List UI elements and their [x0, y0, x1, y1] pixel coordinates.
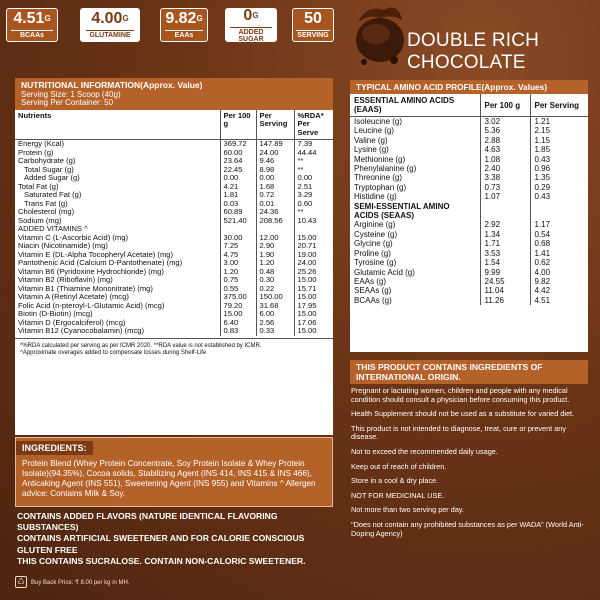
- amino-cell: 2.88: [480, 136, 530, 145]
- amino-row: [350, 268, 588, 277]
- nutrition-cell: Vitamin E (DL-Alpha Tocopheryl Acetate) (mg): [15, 251, 220, 260]
- amino-row: [350, 220, 588, 229]
- warning-item: Store in a cool & dry place.: [351, 476, 439, 486]
- nutrition-cell: Protein (g): [15, 149, 220, 158]
- amino-row: [350, 183, 588, 192]
- badge-value: 9.82: [165, 10, 197, 27]
- nutrition-cell: Added Sugar (g): [15, 174, 220, 183]
- warning-item: "Does not contain any prohibited substances as per WADA" (World Anti-Doping Agency): [351, 519, 584, 538]
- nutrition-cell: 60.00: [220, 149, 256, 158]
- col-header: Per 100 g: [480, 94, 530, 117]
- nutrition-cell: 24.36: [256, 208, 294, 217]
- nutrition-cell: 0.72: [256, 191, 294, 200]
- rda-note: *%RDA calculated per serving as per ICMR 2020. **RDA value is not established by ICMR.: [20, 342, 262, 349]
- nutrition-cell: 2.90: [256, 242, 294, 251]
- warnings-list: [351, 387, 591, 544]
- nutrition-cell: 8.98: [256, 166, 294, 175]
- claims-list: [17, 511, 337, 567]
- amino-cell: 0.43: [534, 192, 551, 202]
- nutrition-cell: 2.51: [297, 181, 313, 191]
- footer: [15, 576, 130, 588]
- nutrition-panel: [15, 78, 333, 435]
- amino-cell: Arginine (g): [350, 220, 480, 229]
- nutrition-cell: **: [297, 207, 304, 216]
- nutrition-row: [15, 208, 333, 217]
- chocolate-splash-icon: [350, 0, 410, 72]
- amino-cell: 1.71: [480, 239, 530, 248]
- ingredients-box: [15, 437, 333, 507]
- nutrition-cell: 0.22: [256, 285, 294, 294]
- nutrition-row: [15, 327, 333, 336]
- amino-cell: [530, 202, 588, 221]
- amino-cell: 9.82: [534, 276, 551, 286]
- amino-cell: Valine (g): [350, 136, 480, 145]
- nutrition-cell: 147.89: [256, 140, 294, 149]
- col-header: ESSENTIAL AMINO ACIDS (EAAS): [350, 94, 480, 117]
- amino-cell: 4.42: [534, 286, 551, 296]
- badge-value: 50: [304, 10, 322, 27]
- amino-cell: 1.35: [534, 173, 551, 183]
- nutrition-cell: 79.20: [220, 302, 256, 311]
- amino-cell: 2.15: [534, 126, 551, 136]
- nutrition-cell: **: [297, 164, 304, 174]
- amino-cell: 5.36: [480, 126, 530, 135]
- badge-label: BCAAs: [11, 30, 53, 39]
- nutrition-cell: Vitamin B6 (Pyridoxine Hydrochloride) (mg): [15, 268, 220, 277]
- nutrition-cell: 19.00: [297, 249, 317, 259]
- nutrition-cell: 2.56: [256, 319, 294, 328]
- nutrition-cell: 1.90: [256, 251, 294, 260]
- amino-cell: 3.38: [480, 173, 530, 182]
- warning-item: Health Supplement should not be used as a substitute for varied diet.: [351, 409, 575, 419]
- origin-notice: THIS PRODUCT CONTAINS INGREDIENTS OF INTERNATIONAL ORIGIN.: [350, 360, 588, 384]
- nutrition-cell: 15.00: [297, 292, 317, 301]
- amino-cell: 0.73: [480, 183, 530, 192]
- amino-cell: Cysteine (g): [350, 230, 480, 239]
- amino-row: [350, 126, 588, 135]
- amino-title: TYPICAL AMINO ACID PROFILE(Approx. Values): [350, 80, 588, 94]
- nutrition-cell: 9.46: [256, 157, 294, 166]
- amino-cell: SEMI-ESSENTIAL AMINO ACIDS (SEAAS): [350, 202, 480, 221]
- amino-cell: 9.99: [480, 268, 530, 277]
- nutrition-cell: 1.20: [256, 259, 294, 268]
- amino-cell: 1.15: [534, 135, 551, 145]
- nutrition-cell: 0.30: [256, 276, 294, 285]
- nutrition-cell: 0.55: [220, 285, 256, 294]
- nutrition-cell: 0.01: [256, 200, 294, 209]
- badge-glutamine: $4.00^G$ GLUTAMINE: [80, 8, 140, 42]
- badge-value: 0: [243, 6, 253, 24]
- nutrition-cell: Pantothenic Acid (Calcium D-Pantothenate) (mg): [15, 259, 220, 268]
- nutrition-cell: 0.03: [220, 200, 256, 209]
- nutrition-cell: 0.00: [256, 174, 294, 183]
- badge-value: 4.00: [91, 10, 123, 27]
- amino-cell: 1.41: [534, 248, 551, 258]
- nutrition-cell: 15.00: [297, 275, 317, 284]
- badge-label: SERVING: [297, 32, 329, 39]
- nutrition-cell: 15.00: [220, 310, 256, 319]
- amino-row: [350, 117, 588, 127]
- nutrition-cell: 7.25: [220, 242, 256, 251]
- nutrition-cell: Saturated Fat (g): [15, 191, 220, 200]
- amino-cell: Histidine (g): [350, 192, 480, 201]
- nutrition-cell: 0.60: [297, 198, 313, 208]
- nutrition-cell: 17.06: [297, 317, 317, 327]
- warning-item: Not to exceed the recommended daily usage.: [351, 446, 498, 456]
- col-header: %RDA* Per Serve: [294, 110, 333, 140]
- nutrition-cell: Vitamin B12 (Cyanocobalamin) (mcg): [15, 327, 220, 336]
- nutrition-cell: Total Sugar (g): [15, 166, 220, 175]
- nutrition-cell: 0.75: [220, 276, 256, 285]
- amino-cell: 0.29: [534, 182, 551, 192]
- nutrition-cell: 24.00: [297, 258, 317, 267]
- amino-cell: 0.68: [534, 239, 551, 249]
- nutrition-cell: 0.00: [220, 174, 256, 183]
- warning-item: Keep out of reach of children.: [351, 461, 447, 471]
- badge-label: ADDED SUGAR: [230, 27, 272, 43]
- amino-cell: Tryptophan (g): [350, 183, 480, 192]
- nutrition-cell: 3.00: [220, 259, 256, 268]
- amino-cell: 3.02: [480, 117, 530, 127]
- servings-per-container: Serving Per Container: 50: [21, 98, 114, 107]
- amino-cell: 11.04: [480, 286, 530, 295]
- amino-cell: 0.96: [534, 164, 551, 174]
- nutrition-cell: 25.26: [297, 266, 317, 276]
- overage-note: ^Approximate overages added to compensate losses during Shelf-Life: [20, 349, 207, 356]
- nutrition-cell: Total Fat (g): [15, 183, 220, 192]
- nutrition-cell: 15.00: [297, 232, 317, 242]
- nutrition-cell: Vitamin B2 (Riboflavin) (mg): [15, 276, 220, 285]
- amino-cell: SEAAs (g): [350, 286, 480, 295]
- amino-cell: Lysine (g): [350, 145, 480, 154]
- amino-row: [350, 155, 588, 164]
- warning-item: NOT FOR MEDICINAL USE.: [351, 490, 445, 500]
- nutrition-cell: Vitamin C (L-Ascorbic Acid) (mg): [15, 234, 220, 243]
- amino-cell: 0.54: [534, 229, 551, 239]
- amino-cell: 4.63: [480, 145, 530, 154]
- nutrition-cell: 4.75: [220, 251, 256, 260]
- amino-cell: Leucine (g): [350, 126, 480, 135]
- recycle-icon: ♺: [15, 576, 27, 588]
- badge-bcaas: $4.51^G$ BCAAs: [6, 8, 58, 42]
- badge-added-sugar: $0^G$ ADDED SUGAR: [225, 8, 277, 42]
- nutrition-cell: 6.40: [220, 319, 256, 328]
- nutrition-row: [15, 174, 333, 183]
- nutrition-cell: 0.33: [256, 327, 294, 336]
- amino-row: [350, 173, 588, 182]
- amino-cell: 0.62: [534, 258, 551, 268]
- col-header: Nutrients: [15, 110, 220, 140]
- claim-item: GLUTEN FREE: [17, 544, 78, 555]
- amino-row: [350, 286, 588, 295]
- badge-label: GLUTAMINE: [86, 30, 135, 39]
- nutrition-rows: [15, 140, 333, 336]
- amino-cell: Phenylalanine (g): [350, 164, 480, 173]
- nutrition-cell: 24.00: [256, 149, 294, 158]
- claim-item: CONTAINS ADDED FLAVORS (NATURE IDENTICAL FLAVORING SUBSTANCES): [17, 511, 278, 533]
- amino-row: [350, 277, 588, 286]
- amino-cell: 3.53: [480, 249, 530, 258]
- ingredients-title: INGREDIENTS:: [16, 441, 93, 455]
- nutrition-cell: 15.00: [297, 309, 317, 318]
- nutrition-row: [15, 140, 333, 149]
- warning-item: This product is not intended to diagnose, treat, cure or prevent any disease.: [351, 423, 566, 442]
- nutrition-cell: 375.00: [220, 293, 256, 302]
- amino-cell: 1.21: [534, 117, 551, 126]
- amino-cell: 2.92: [480, 220, 530, 229]
- amino-cell: EAAs (g): [350, 277, 480, 286]
- nutrition-cell: 12.00: [256, 234, 294, 243]
- amino-row: [350, 249, 588, 258]
- amino-row: [350, 239, 588, 248]
- amino-cell: 24.55: [480, 277, 530, 286]
- amino-row: [350, 258, 588, 267]
- badge-eaas: $9.82^G$ EAAs: [160, 8, 208, 42]
- nutrition-cell: 1.81: [220, 191, 256, 200]
- nutrition-cell: 22.45: [220, 166, 256, 175]
- warning-item: Pregnant or lactating women, children and people with any medical condition should consult a physician before consuming this product.: [351, 386, 570, 404]
- amino-panel: [350, 80, 588, 352]
- amino-cell: 1.34: [480, 230, 530, 239]
- amino-row: [350, 296, 588, 305]
- nutrition-cell: 521.40: [220, 217, 256, 226]
- amino-cell: Methionine (g): [350, 155, 480, 164]
- nutrition-cell: 44.44: [297, 147, 317, 157]
- warning-item: Not more than two serving per day.: [351, 505, 465, 515]
- amino-cell: 2.40: [480, 164, 530, 173]
- col-header: Per Serving: [530, 94, 588, 117]
- amino-row: [350, 202, 588, 221]
- serving-size: Serving Size: 1 Scoop (40g): [21, 89, 121, 99]
- nutrition-cell: 208.56: [256, 217, 294, 226]
- nutrition-cell: Vitamin A (Retinyl Acetate) (mcg): [15, 293, 220, 302]
- amino-cell: 0.43: [534, 154, 551, 164]
- amino-cell: 1.85: [534, 145, 551, 155]
- nutrition-cell: 369.72: [220, 140, 256, 149]
- badge-label: EAAs: [165, 30, 204, 39]
- amino-rows: [350, 117, 588, 306]
- amino-cell: 1.17: [534, 220, 551, 230]
- amino-cell: 4.51: [534, 295, 551, 305]
- nutrition-cell: **: [297, 156, 304, 165]
- nutrition-cell: Folic Acid (n-pteroyl-L-Glutamic Acid) (mcg): [15, 302, 220, 311]
- amino-table: [350, 94, 588, 305]
- amino-row: [350, 136, 588, 145]
- nutrition-cell: ADDED VITAMINS ^: [15, 225, 220, 234]
- ingredients-text: Protein Blend (Whey Protein Concentrate, Soy Protein Isolate & Whey Protein Isolate)(94.35%), Cocoa solids, Stabilizing Agent (INS 414, INS 415 & INS 466), Anticaking Agent (INS 551), Sweetening Agent (INS 955) and Vitamins ^ Allergen advice: Contains Milk & Soy.: [22, 459, 316, 498]
- nutrition-cell: 15.00: [297, 326, 317, 335]
- amino-cell: [480, 202, 530, 221]
- amino-cell: Tyrosine (g): [350, 258, 480, 267]
- nutrition-cell: 60.89: [220, 208, 256, 217]
- nutrition-cell: 0.83: [220, 327, 256, 336]
- nutrition-cell: 150.00: [256, 293, 294, 302]
- amino-cell: Proline (g): [350, 249, 480, 258]
- nutrition-cell: Cholesterol (mg): [15, 208, 220, 217]
- amino-row: [350, 145, 588, 154]
- nutrition-cell: 1.20: [220, 268, 256, 277]
- amino-cell: BCAAs (g): [350, 296, 480, 305]
- nutrition-cell: 20.71: [297, 241, 317, 250]
- nutrition-notes: [15, 338, 333, 357]
- nutrition-cell: 31.68: [256, 302, 294, 311]
- badge-serving: [292, 8, 334, 42]
- nutrition-cell: Sodium (mg): [15, 217, 220, 226]
- nutrition-cell: 1.68: [256, 183, 294, 192]
- nutrition-title: NUTRITIONAL INFORMATION(Approx. Value): [21, 80, 203, 90]
- amino-cell: 1.54: [480, 258, 530, 267]
- claim-item: CONTAINS ARTIFICIAL SWEETENER AND FOR CALORIE CONSCIOUS: [17, 533, 305, 544]
- amino-cell: Isoleucine (g): [350, 117, 480, 127]
- amino-cell: Threonine (g): [350, 173, 480, 182]
- nutrition-cell: 17.95: [297, 300, 317, 310]
- nutrition-cell: 0.48: [256, 268, 294, 277]
- nutrition-cell: Vitamin B1 (Thiamine Mononitrate) (mg): [15, 285, 220, 294]
- amino-cell: 1.08: [480, 155, 530, 164]
- nutrition-cell: 4.21: [220, 183, 256, 192]
- badge-value: 4.51: [13, 10, 45, 27]
- nutrition-cell: 15.71: [297, 283, 317, 293]
- nutrition-cell: Biotin (D-Biotin) (mcg): [15, 310, 220, 319]
- col-header: Per 100 g: [220, 110, 256, 140]
- nutrition-cell: 0.00: [297, 173, 313, 182]
- nutrition-cell: Niacin (Nicotinamide) (mg): [15, 242, 220, 251]
- nutrition-cell: Trans Fat (g): [15, 200, 220, 209]
- nutrition-cell: 30.00: [220, 234, 256, 243]
- amino-row: [350, 164, 588, 173]
- nutrition-cell: 6.00: [256, 310, 294, 319]
- nutrition-header: [15, 78, 333, 110]
- nutrition-cell: Energy (Kcal): [15, 140, 220, 149]
- amino-cell: 1.07: [480, 192, 530, 201]
- amino-cell: 11.26: [480, 296, 530, 305]
- amino-row: [350, 230, 588, 239]
- nutrition-cell: 3.29: [297, 190, 313, 199]
- claim-item: THIS CONTAINS SUCRALOSE. CONTAIN NON-CALORIC SWEETENER.: [17, 555, 306, 566]
- nutrition-cell: 7.39: [297, 139, 313, 148]
- flavor-title: DOUBLE RICH CHOCOLATE: [407, 30, 540, 73]
- buyback-price: Buy Back Price: ₹ 8.00 per kg in MH.: [31, 579, 130, 586]
- nutrition-table: [15, 110, 333, 336]
- col-header: Per Serving: [256, 110, 294, 140]
- amino-cell: 4.00: [534, 267, 551, 277]
- amino-cell: Glutamic Acid (g): [350, 268, 480, 277]
- nutrition-cell: Carbohydrate (g): [15, 157, 220, 166]
- amino-cell: Glycine (g): [350, 239, 480, 248]
- nutrition-cell: 10.43: [297, 215, 317, 225]
- amino-row: [350, 192, 588, 201]
- nutrition-cell: 23.64: [220, 157, 256, 166]
- nutrition-cell: Vitamin D (Ergocalciferol) (mcg): [15, 319, 220, 328]
